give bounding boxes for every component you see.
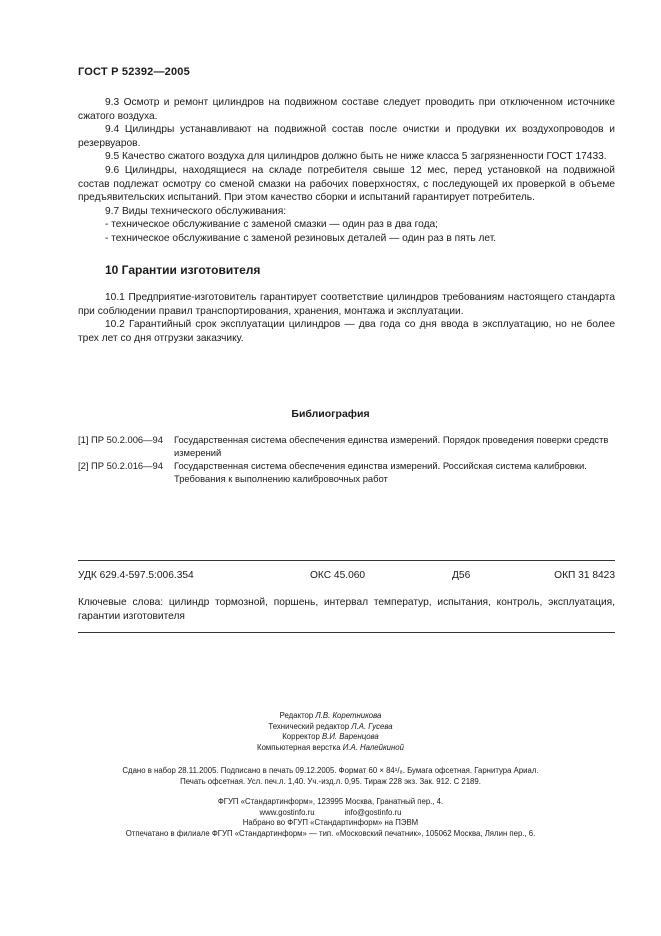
editor-line xyxy=(0,711,661,722)
editor-role: Корректор xyxy=(282,732,320,742)
bibliography-ref: [1] ПР 50.2.006—94 xyxy=(78,434,163,445)
editor-name: И.А. Налейкиной xyxy=(342,742,404,752)
editor-name: Л.А. Гусева xyxy=(351,721,393,731)
section-9-body xyxy=(78,96,615,246)
okp-code: ОКП 31 8423 xyxy=(554,570,615,581)
paragraph-10-2: 10.2 Гарантийный срок эксплуатации цилиндров — два года со дня ввода в эксплуатацию, но не более трех лет со дня отгрузки заказчику. xyxy=(78,319,615,344)
paragraph-9-3: 9.3 Осмотр и ремонт цилиндров на подвижном составе следует проводить при отключенном источнике сжатого воздуха. xyxy=(78,97,615,122)
divider-bottom xyxy=(78,632,615,633)
bibliography-text: Государственная система обеспечения единства измерений. Российская система калибровки. Требования к выполнению калибровочных работ xyxy=(174,460,587,484)
paragraph-9-7: 9.7 Виды технического обслуживания: xyxy=(105,205,287,217)
editor-name: Л.В. Коретникова xyxy=(315,711,382,720)
divider-top xyxy=(78,560,615,561)
oks-code: ОКС 45.060 xyxy=(310,570,366,581)
bibliography-text: Государственная система обеспечения единства измерений. Порядок проведения поверки средств измерений xyxy=(174,434,609,458)
classification-row xyxy=(78,570,615,584)
document-code: ГОСТ Р 52392—2005 xyxy=(78,66,190,78)
section-10-body xyxy=(78,291,615,345)
printed-line: Отпечатано в филиале ФГУП «Стандартинформ» — тип. «Московский печатник», 105062 Москва, Лялин пер., 6. xyxy=(125,828,536,838)
list-item: - техническое обслуживание с заменой смазки — один раз в два года; xyxy=(105,219,439,231)
email-link[interactable]: info@gostinfo.ru xyxy=(344,807,402,817)
paragraph-9-6: 9.6 Цилиндры, находящиеся на складе потребителя свыше 12 мес, перед установкой на подвижной состав подлежат осмотру со сменой смазки на рабочих поверхностях, с последующей их проверкой в объеме предъявительских испытаний. При этом качество сборки и испытаний гарантирует потребитель. xyxy=(78,164,615,204)
print-line: Печать офсетная. Усл. печ.л. 1,40. Уч.-изд.л. 0,95. Тираж 228 экз. Зак. 912. С 2189. xyxy=(180,776,481,786)
editor-name: В.И. Варенцова xyxy=(321,732,379,742)
editor-line xyxy=(0,732,661,743)
publisher-contacts xyxy=(0,808,661,819)
editor-role: Редактор xyxy=(279,711,314,720)
bibliography-list xyxy=(78,434,618,486)
typeset-line: Набрано во ФГУП «Стандартинформ» на ПЭВМ xyxy=(242,818,419,828)
paragraph-10-1: 10.1 Предприятие-изготовитель гарантирует соответствие цилиндров требованиям настоящего стандарта при соблюдении правил транспортирования, хранения, монтажа и эксплуатации. xyxy=(78,292,615,317)
editor-role: Компьютерная верстка xyxy=(257,742,341,752)
website-link[interactable]: www.gostinfo.ru xyxy=(259,807,315,817)
publisher-address: ФГУП «Стандартинформ», 123995 Москва, Гранатный пер., 4. xyxy=(217,797,444,806)
print-line: Сдано в набор 28.11.2005. Подписано в печать 09.12.2005. Формат 60 × 84¹/₈. Бумага офсетная. Гарнитура Ариал. xyxy=(122,766,539,775)
editor-line xyxy=(0,743,661,754)
udc-code: УДК 629.4-597.5:006.354 xyxy=(78,570,194,581)
list-item: - техническое обслуживание с заменой резиновых деталей — один раз в пять лет. xyxy=(105,232,497,244)
bibliography-item xyxy=(78,460,618,485)
editor-line xyxy=(0,722,661,733)
paragraph-9-5: 9.5 Качество сжатого воздуха для цилиндров должно быть не ниже класса 5 загрязненности ГОСТ 17433. xyxy=(105,151,607,163)
keywords: Ключевые слова: цилиндр тормозной, поршень, интервал температур, испытания, контроль, эксплуатация, гарантии изготовителя xyxy=(78,597,615,622)
editors-block xyxy=(0,711,661,753)
publisher-block xyxy=(0,797,661,839)
paragraph-9-4: 9.4 Цилиндры устанавливают на подвижной состав после очистки и продувки их воздухопроводов и резервуаров. xyxy=(78,124,615,149)
bibliography-ref: [2] ПР 50.2.016—94 xyxy=(78,460,163,472)
print-details xyxy=(0,766,661,787)
editor-role: Технический редактор xyxy=(268,721,350,731)
bibliography-title: Библиография xyxy=(291,408,370,420)
d-code: Д56 xyxy=(452,570,471,581)
section-10-heading: 10 Гарантии изготовителя xyxy=(105,263,261,277)
bibliography-item xyxy=(78,434,618,459)
